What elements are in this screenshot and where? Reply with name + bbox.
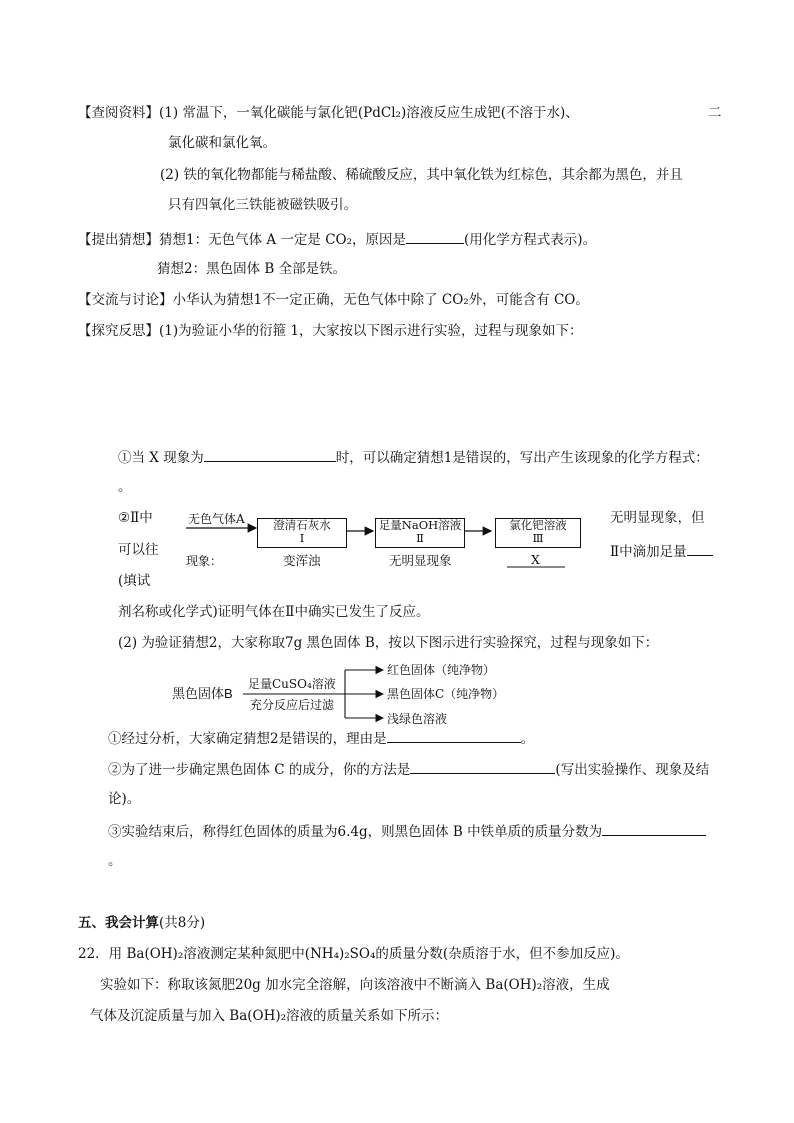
section-5-title: 五、我会计算 <box>78 915 159 931</box>
box-limewater-line1: 澄清石灰水 <box>273 518 331 532</box>
guess-1-suffix: (用化学方程式表示)。 <box>464 232 597 248</box>
p2-question-3 <box>108 821 706 841</box>
q1-1-text-b: 时，可以确定猜想1是错误的，写出产生该现象的化学方程式： <box>335 450 709 466</box>
p2-q3-end: 。 <box>108 853 122 869</box>
p2-question-1 <box>108 728 534 748</box>
p2-q2-text: ②为了进一步确定黑色固体 C 的成分，你的方法是 <box>108 762 411 778</box>
check-info-item2-line2: 只有四氧化三铁能被磁铁吸引。 <box>168 197 357 213</box>
answer-blank[interactable] <box>410 759 555 774</box>
part-2-intro: (2) 为验证猜想2，大家称取7g 黑色固体 B，按以下图示进行实验探究，过程与现象如下： <box>118 635 659 651</box>
check-info-item1-line2: 氯化碳和氯化氧。 <box>168 135 276 151</box>
obs-none: 无明显现象 <box>389 553 452 568</box>
guess-1-text: 猜想1：无色气体 A 一定是 CO₂，原因是 <box>159 232 407 248</box>
obs-x: X <box>531 552 540 567</box>
q1-2-right-2-text: Ⅱ中滴加足量 <box>610 544 687 560</box>
q1-2-text-d: 剂名称或化学式)证明气体在Ⅱ中确实已发生了反应。 <box>118 604 430 620</box>
check-info-item1-line1: (1) 常温下，一氧化碳能与氯化钯(PdCl₂)溶液反应生成钯(不溶于水)、 <box>159 105 579 121</box>
q1-2-right-1: 无明显现象，但 <box>610 510 705 526</box>
discussion-label: 【交流与讨论】 <box>78 292 173 308</box>
obs-turbid: 变浑浊 <box>283 553 321 568</box>
step-bottom-label: 充分反应后过滤 <box>250 698 335 712</box>
p2-question-2 <box>108 759 709 779</box>
question-22-line2: 实验如下：称取该氮肥20g 加水完全溶解，向该溶液中不断滴入 Ba(OH)₂溶液，生成 <box>100 977 610 993</box>
check-info-item2-line1: (2) 铁的氧化物都能与稀盐酸、稀硫酸反应，其中氧化铁为红棕色，其余都为黑色，并且 <box>160 167 683 183</box>
guess-label: 【提出猜想】 <box>78 232 159 248</box>
q1-1-end: 。 <box>118 479 132 495</box>
p2-q2-text-b: (写出实验操作、现象及结 <box>555 762 710 778</box>
step-top-label: 足量CuSO₄溶液 <box>248 677 336 691</box>
p2-q1-text: ①经过分析，大家确定猜想2是错误的，理由是 <box>108 731 387 747</box>
question-22-line1: 22．用 Ba(OH)₂溶液测定某种氮肥中(NH₄)₂SO₄的质量分数(杂质溶于水，但不参加反应)。 <box>78 946 629 962</box>
p2-q1-end: 。 <box>520 731 535 747</box>
answer-blank[interactable] <box>387 728 521 743</box>
out-red-solid: 红色固体（纯净物） <box>387 663 496 677</box>
guess-2: 猜想2：黑色固体 B 全部是铁。 <box>157 261 347 277</box>
p2-q2-text-c: 论)。 <box>108 791 141 807</box>
reflection-label: 【探究反思】 <box>78 323 159 339</box>
q1-2-text-b: 可以往 <box>118 542 159 558</box>
section-5-score: (共8分) <box>159 915 206 931</box>
q1-1-text-a: ①当 X 现象为 <box>118 450 204 466</box>
out-green-solution: 浅绿色溶液 <box>387 712 448 726</box>
out-black-solid: 黑色固体C（纯净物） <box>387 687 505 701</box>
reflection-intro-text: (1)为验证小华的衍箍 1，大家按以下图示进行实验，过程与现象如下： <box>159 323 583 339</box>
check-info-item1-tail: 二 <box>708 105 722 121</box>
box-pdcl2-line2: Ⅲ <box>532 531 544 545</box>
q1-2-text-c: (填试 <box>118 573 151 589</box>
p2-q3-text: ③实验结束后，称得红色固体的质量为6.4g，则黑色固体 B 中铁单质的质量分数为 <box>108 824 603 840</box>
box-naoh-line2: Ⅱ <box>416 531 424 545</box>
box-naoh-line1: 足量NaOH溶液 <box>378 518 462 532</box>
discussion-text: 小华认为猜想1不一定正确，无色气体中除了 CO₂外，可能含有 CO。 <box>172 292 589 308</box>
question-22-line3: 气体及沉淀质量与加入 Ba(OH)₂溶液的质量关系如下所示： <box>90 1008 449 1024</box>
q1-2-text-a: ②Ⅱ中 <box>118 510 153 526</box>
box-pdcl2-line1: 氯化钯溶液 <box>509 518 567 532</box>
phenomenon-label: 现象： <box>186 554 223 568</box>
section-5-heading <box>78 914 205 932</box>
input-gas-label: 无色气体A <box>188 512 245 526</box>
box-limewater-line2: Ⅰ <box>299 531 305 545</box>
check-info-label: 【查阅资料】 <box>78 105 159 121</box>
answer-blank[interactable] <box>602 821 706 836</box>
input-solid-label: 黑色固体B <box>172 686 233 701</box>
